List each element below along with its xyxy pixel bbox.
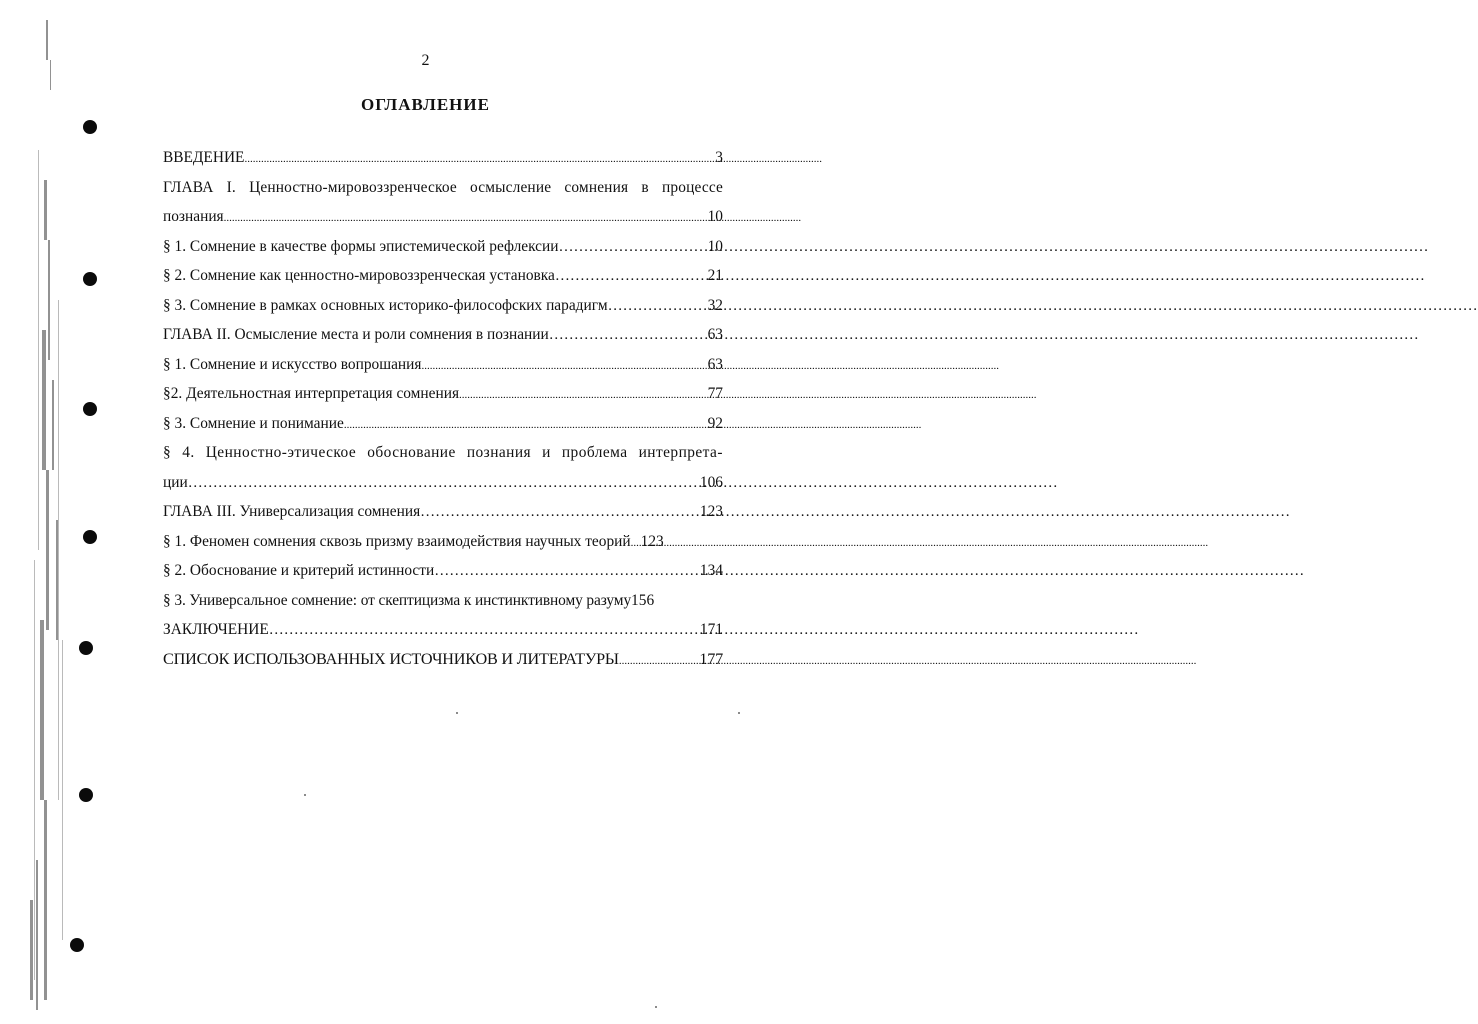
word: и [542, 444, 551, 461]
toc-entry-page: 123 [699, 503, 723, 520]
toc-entry-2-2[interactable] [163, 379, 723, 409]
punch-hole [70, 938, 84, 952]
toc-entry-page: 171 [699, 621, 723, 638]
word: ГЛАВА [163, 178, 214, 196]
toc-entry-chapter-3[interactable] [163, 497, 723, 527]
dot-leader [421, 350, 707, 382]
toc-entry-conclusion[interactable] [163, 615, 723, 645]
toc-entry-page: 77 [707, 385, 723, 402]
toc-entry-label: ГЛАВА II. Осмысление места и роли сомнения в познании [163, 326, 549, 343]
dot-leader [619, 645, 699, 677]
toc-entry-page: 156 [631, 591, 655, 609]
toc-entry-page: 21 [707, 267, 723, 284]
toc-entry-label: ции [163, 473, 188, 491]
toc-entry-chapter-1-cont[interactable] [163, 202, 723, 232]
dot-leader [608, 291, 708, 322]
punch-hole [83, 530, 97, 544]
dot-leader [224, 202, 708, 234]
toc-entry-2-3[interactable] [163, 409, 723, 439]
punch-hole [83, 402, 97, 416]
dot-leader [558, 232, 707, 263]
toc-entry-page: 134 [699, 562, 723, 579]
punch-hole [79, 788, 93, 802]
word: в [641, 178, 649, 196]
toc-entry-label: ЗАКЛЮЧЕНИЕ [163, 621, 269, 638]
word: осмысление [470, 178, 552, 196]
word: познания [466, 444, 532, 461]
toc-entry-page: 32 [707, 296, 723, 314]
toc-entry-page: 106 [699, 473, 723, 491]
word: проблема [561, 444, 628, 461]
toc-entry-2-1[interactable] [163, 350, 723, 380]
toc-entry-label: ГЛАВА III. Универсализация сомнения [163, 503, 421, 520]
word: § [163, 444, 172, 461]
toc-entry-label: § 1. Феномен сомнения сквозь призму взаимодействия научных теорий [163, 532, 631, 550]
scan-speck [655, 1006, 657, 1008]
word: интерпрета- [638, 444, 723, 461]
toc-entry-introduction[interactable] [163, 143, 723, 173]
toc-entry-label [163, 438, 723, 468]
dot-leader [420, 497, 700, 528]
toc-entry-label: § 3. Сомнение и понимание [163, 414, 344, 432]
toc-entry-2-4-cont[interactable] [163, 468, 723, 498]
toc-entry-label: ВВЕДЕНИЕ [163, 149, 245, 166]
scan-speck [304, 794, 306, 796]
page-number: 2 [421, 52, 430, 69]
toc-entry-page: 10 [707, 208, 723, 225]
toc-entry-label: § 1. Сомнение и искусство вопрошания [163, 355, 422, 373]
toc-title: ОГЛАВЛЕНИЕ [361, 95, 490, 114]
toc-entry-chapter-2[interactable] [163, 320, 723, 350]
toc-entry-label: § 1. Сомнение в качестве формы эпистемической рефлексии [163, 237, 559, 255]
toc-entry-chapter-1[interactable] [163, 173, 723, 203]
dot-leader [549, 320, 708, 351]
word: 4. [182, 444, 195, 461]
toc-entry-label: §2. Деятельностная интерпретация сомнения [163, 385, 460, 402]
word: процессе [662, 178, 723, 196]
toc-entry-label: § 3. Универсальное сомнение: от скептицизма к инстинктивному разуму [163, 591, 632, 609]
word: I. [226, 178, 236, 196]
toc-entry-3-1[interactable] [163, 527, 723, 557]
toc-entry-label: § 2. Сомнение как ценностно-мировоззренческая установка [163, 267, 555, 284]
toc-entry-1-1[interactable] [163, 232, 723, 262]
dot-leader [344, 409, 708, 441]
dot-leader [244, 143, 715, 175]
toc-entry-label: § 2. Обоснование и критерий истинности [163, 562, 435, 579]
dot-leader [434, 556, 700, 587]
dot-leader [459, 379, 708, 411]
toc-entry-2-4[interactable] [163, 438, 723, 468]
toc-entry-bibliography[interactable] [163, 645, 723, 675]
table-of-contents [163, 143, 723, 674]
toc-entry-page: 123 [640, 532, 664, 550]
dot-leader [631, 527, 641, 559]
word: обоснование [367, 444, 456, 461]
dot-leader [188, 468, 700, 499]
toc-entry-label: познания [163, 208, 224, 225]
dot-leader [269, 615, 700, 646]
toc-entry-label [163, 173, 723, 203]
punch-hole [83, 120, 97, 134]
punch-hole [79, 641, 93, 655]
toc-entry-label: § 3. Сомнение в рамках основных историко-философских парадигм [163, 296, 608, 314]
dot-leader [555, 261, 708, 292]
punch-hole [83, 272, 97, 286]
word: Ценностно-мировоззренческое [249, 178, 457, 196]
toc-entry-page: 10 [707, 237, 723, 255]
toc-entry-page: 92 [707, 414, 723, 432]
scan-binding-edge [0, 0, 78, 1024]
toc-entry-page: 63 [707, 355, 723, 373]
toc-entry-1-3[interactable] [163, 291, 723, 321]
toc-entry-label: СПИСОК ИСПОЛЬЗОВАННЫХ ИСТОЧНИКОВ И ЛИТЕРАТУРЫ [163, 649, 619, 668]
toc-entry-3-2[interactable] [163, 556, 723, 586]
word: Ценностно-этическое [205, 444, 357, 461]
scan-speck [456, 712, 458, 714]
toc-entry-page: 63 [707, 326, 723, 343]
toc-entry-1-2[interactable] [163, 261, 723, 291]
toc-entry-3-3[interactable] [163, 586, 723, 616]
toc-entry-page: 177 [699, 649, 723, 668]
scan-speck [738, 712, 740, 714]
word: сомнения [564, 178, 629, 196]
toc-entry-page: 3 [715, 149, 723, 166]
